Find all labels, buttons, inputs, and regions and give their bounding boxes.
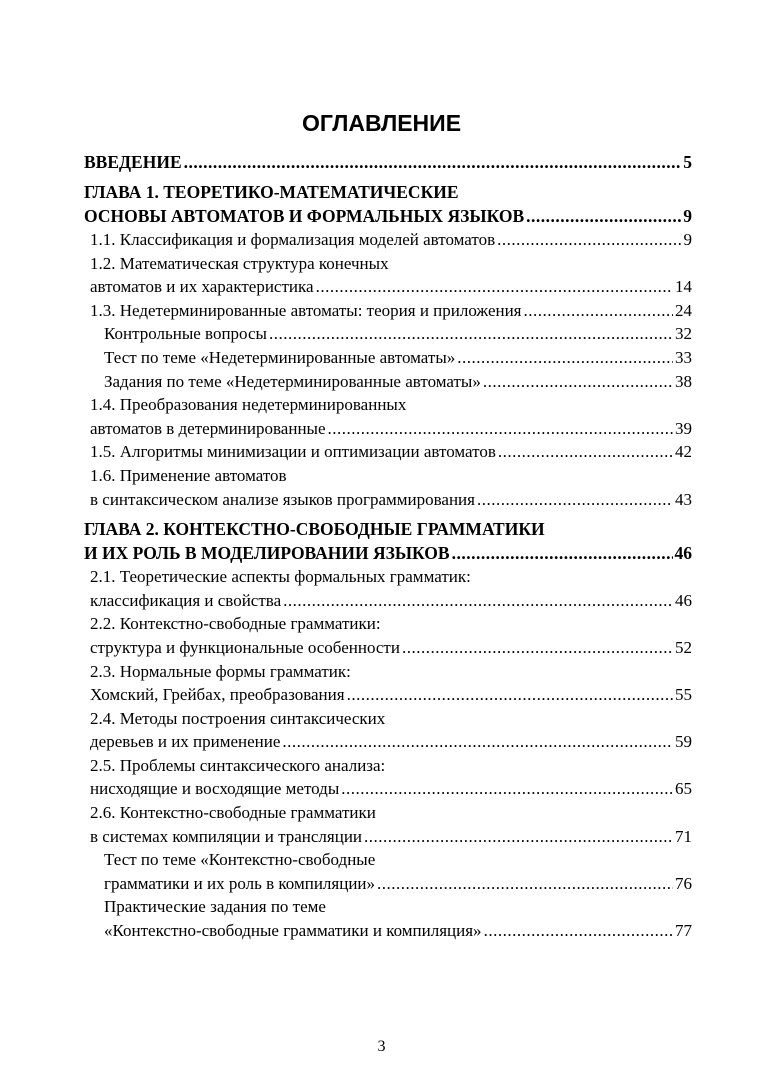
toc-entry-text: «Контекстно-свободные грамматики и компиляция» <box>104 921 482 941</box>
toc-entry <box>84 707 692 754</box>
toc-entry-text: Тест по теме «Контекстно-свободные <box>104 850 376 870</box>
toc-page-number: 46 <box>675 590 692 610</box>
toc-entry-text: грамматики и их роль в компиляции» <box>104 873 376 893</box>
dot-leader <box>526 204 681 228</box>
toc-entry-text: нисходящие и восходящие методы <box>90 779 340 799</box>
toc-entry-text: ГЛАВА 2. КОНТЕКСТНО-СВОБОДНЫЕ ГРАММАТИКИ <box>84 519 545 540</box>
toc-entry-text: И ИХ РОЛЬ В МОДЕЛИРОВАНИИ ЯЗЫКОВ <box>84 543 450 564</box>
dot-leader <box>457 346 673 370</box>
dot-leader <box>377 872 673 896</box>
toc-entry <box>84 299 692 323</box>
toc-entry-text: классификация и свойства <box>90 590 282 610</box>
toc-page-number: 33 <box>675 347 692 367</box>
toc-entry-text: автоматов и их характеристика <box>90 277 314 297</box>
dot-leader <box>452 541 673 565</box>
toc-entry <box>84 322 692 346</box>
toc-page-number: 24 <box>675 300 692 320</box>
toc-entry <box>84 754 692 801</box>
toc-entry <box>84 565 692 612</box>
toc-entry <box>84 440 692 464</box>
toc-entry <box>84 370 692 394</box>
toc-entry <box>84 464 692 511</box>
toc-page-number: 71 <box>675 826 692 846</box>
toc-entry-text: ОСНОВЫ АВТОМАТОВ И ФОРМАЛЬНЫХ ЯЗЫКОВ <box>84 206 525 226</box>
toc-page-number: 65 <box>675 779 692 799</box>
toc-entry <box>84 612 692 659</box>
dot-leader <box>477 488 673 512</box>
toc-entry <box>84 801 692 848</box>
toc-entry-text: Хомский, Грейбах, преобразования <box>90 685 345 705</box>
toc-entry-text: 2.2. Контекстно-свободные грамматики: <box>90 614 381 634</box>
toc-entry-text: 2.6. Контекстно-свободные грамматики <box>90 803 376 823</box>
toc-entry-text: автоматов в детерминированные <box>90 418 326 438</box>
toc-entry-text: 1.4. Преобразования недетерминированных <box>90 395 407 415</box>
toc-entry-text: 1.5. Алгоритмы минимизации и оптимизации автоматов <box>90 442 496 462</box>
toc-page-number: 42 <box>675 442 692 462</box>
toc-entry-text: 1.1. Классификация и формализация моделей автоматов <box>90 230 496 249</box>
toc-entry <box>84 150 692 174</box>
toc-entry <box>84 393 692 440</box>
dot-leader <box>283 589 673 613</box>
toc-entry-text: Тест по теме «Недетерминированные автоматы» <box>104 347 456 367</box>
toc-entry-text: ГЛАВА 1. ТЕОРЕТИКО-МАТЕМАТИЧЕСКИЕ <box>84 182 459 202</box>
dot-leader <box>341 777 673 801</box>
toc-entry-text: в синтаксическом анализе языков программирования <box>90 489 475 509</box>
toc-entry-text: деревьев и их применение <box>90 732 281 752</box>
toc-entry <box>84 660 692 707</box>
dot-leader <box>328 417 673 441</box>
dot-leader <box>282 730 673 754</box>
toc-page-number: 39 <box>675 418 692 438</box>
toc-entry <box>84 895 692 942</box>
dot-leader <box>347 683 673 707</box>
dot-leader <box>184 150 682 174</box>
dot-leader <box>484 919 673 943</box>
toc-entry-text: 2.3. Нормальные формы грамматик: <box>90 661 351 681</box>
toc-page-number: 5 <box>683 152 692 172</box>
dot-leader <box>402 636 673 660</box>
toc-entry-text: 1.6. Применение автоматов <box>90 465 287 485</box>
page-title: ОГЛАВЛЕНИЕ <box>301 110 462 136</box>
toc-entry <box>84 517 692 565</box>
toc-entry-text: 2.1. Теоретические аспекты формальных грамматик: <box>90 567 471 587</box>
toc-entry-text: в системах компиляции и трансляции <box>90 826 363 846</box>
dot-leader <box>364 825 673 849</box>
toc-entry-text: Практические задания по теме <box>104 897 326 917</box>
toc-entry-text: Контрольные вопросы <box>104 324 267 344</box>
toc-page-number: 32 <box>675 324 692 344</box>
toc-entry <box>84 346 692 370</box>
toc-entry <box>84 252 692 299</box>
dot-leader <box>269 322 673 346</box>
toc-page-number: 77 <box>675 921 692 941</box>
toc-entry-text: 1.2. Математическая структура конечных <box>90 253 389 273</box>
toc-entry-text: Задания по теме «Недетерминированные автоматы» <box>104 371 481 391</box>
dot-leader <box>524 299 674 323</box>
toc-entry-text: 2.5. Проблемы синтаксического анализа: <box>90 755 386 775</box>
toc-page-number: 9 <box>683 230 692 249</box>
toc-entry-text: 1.3. Недетерминированные автоматы: теория и приложения <box>90 300 522 320</box>
toc-entry-text: структура и функциональные особенности <box>90 637 400 657</box>
toc-page-number: 52 <box>675 637 692 657</box>
dot-leader <box>498 440 673 464</box>
dot-leader <box>483 370 673 394</box>
toc-entry-text: 2.4. Методы построения синтаксических <box>90 708 386 728</box>
toc-page-number: 9 <box>683 206 692 226</box>
toc-page-number: 76 <box>675 873 692 893</box>
toc-page-number: 14 <box>675 277 692 297</box>
toc-page-number: 59 <box>675 732 692 752</box>
dot-leader <box>316 275 673 299</box>
toc-entry-text: ВВЕДЕНИЕ <box>84 152 182 172</box>
toc-page-number: 55 <box>675 685 692 705</box>
toc-page-number: 38 <box>675 371 692 391</box>
table-of-contents <box>84 150 692 943</box>
toc-entry <box>84 848 692 895</box>
dot-leader <box>497 228 681 252</box>
toc-page-number: 46 <box>674 543 692 564</box>
toc-entry <box>84 180 692 228</box>
toc-entry <box>84 228 692 252</box>
page-number: 3 <box>377 1038 386 1055</box>
toc-page-number: 43 <box>675 489 692 509</box>
